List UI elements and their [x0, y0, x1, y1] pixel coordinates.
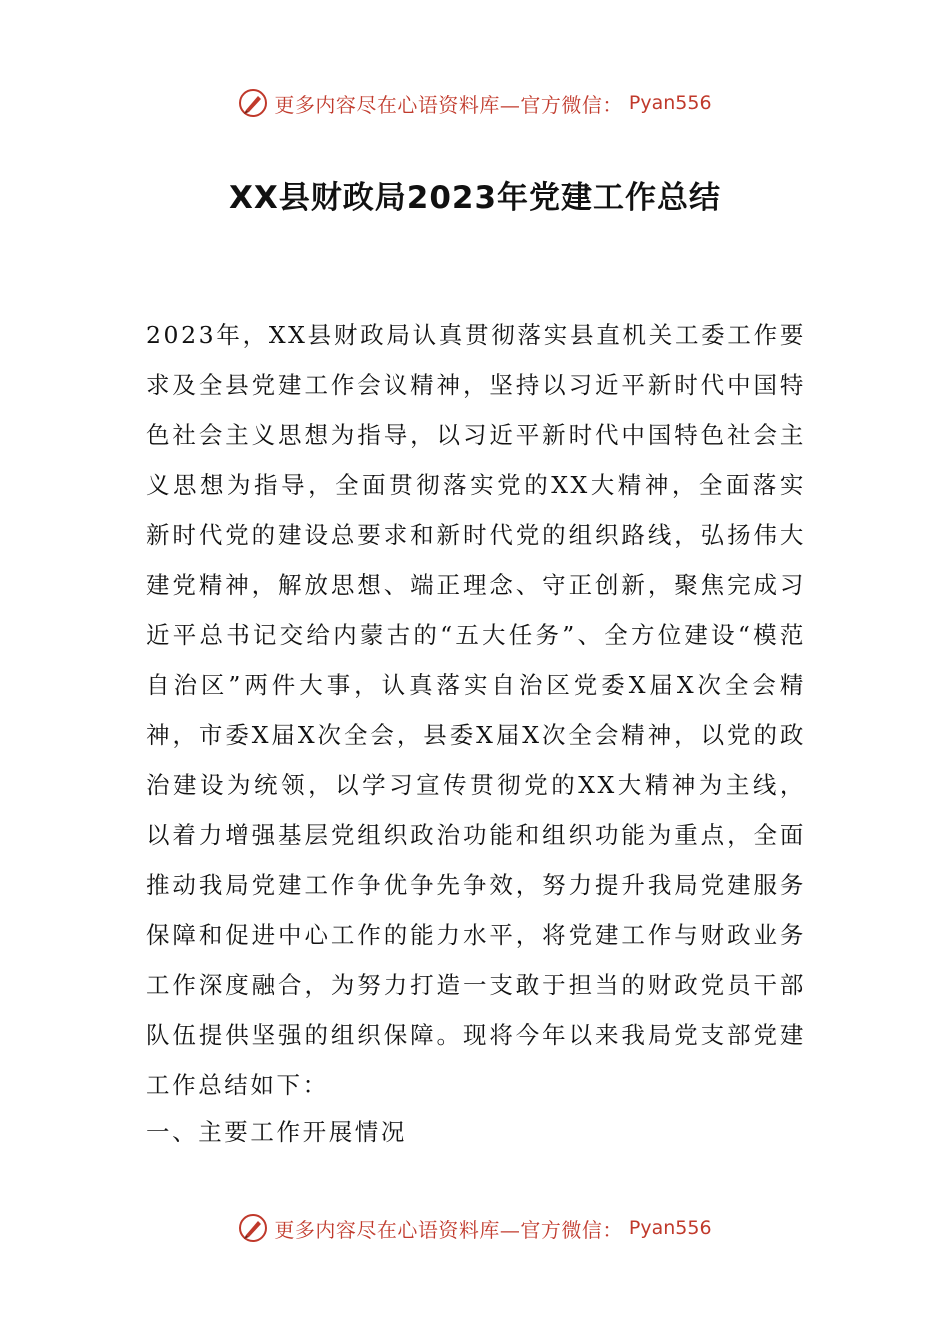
document-body	[146, 310, 806, 1110]
watermark-text: 更多内容尽在心语资料库—官方微信：	[274, 1217, 623, 1242]
document-title: XX县财政局2023年党建工作总结	[228, 180, 722, 216]
watermark-contact: Pyan556	[628, 92, 712, 114]
watermark-contact: Pyan556	[628, 1217, 712, 1239]
footer-watermark	[0, 1213, 950, 1243]
paragraph-intro: 2023年，XX县财政局认真贯彻落实县直机关工委工作要求及全县党建工作会议精神，坚持以习近平新时代中国特色社会主义思想为指导，以习近平新时代中国特色社会主义思想为指导，全面贯彻落实党的XX大精神，全面落实新时代党的建设总要求和新时代党的组织路线，弘扬伟大建党精神，解放思想、端正理念、守正创新，聚焦完成习近平总书记交给内蒙古的“五大任务”、全方位建设“模范自治区”两件大事，认真落实自治区党委X届X次全会精神，市委X届X次全会，县委X届X次全会精神，以党的政治建设为统领，以学习宣传贯彻党的XX大精神为主线，以着力增强基层党组织政治功能和组织功能为重点，全面推动我局党建工作争优争先争效，努力提升我局党建服务保障和促进中心工作的能力水平，将党建工作与财政业务工作深度融合，为努力打造一支敢于担当的财政党员干部队伍提供坚强的组织保障。现将今年以来我局党支部党建工作总结如下：	[146, 321, 806, 1099]
section-heading-1: 一、主要工作开展情况	[146, 1118, 407, 1146]
header-watermark	[0, 88, 950, 118]
watermark-text: 更多内容尽在心语资料库—官方微信：	[274, 92, 623, 117]
pen-logo-icon	[238, 88, 268, 118]
pen-logo-icon	[238, 1213, 268, 1243]
